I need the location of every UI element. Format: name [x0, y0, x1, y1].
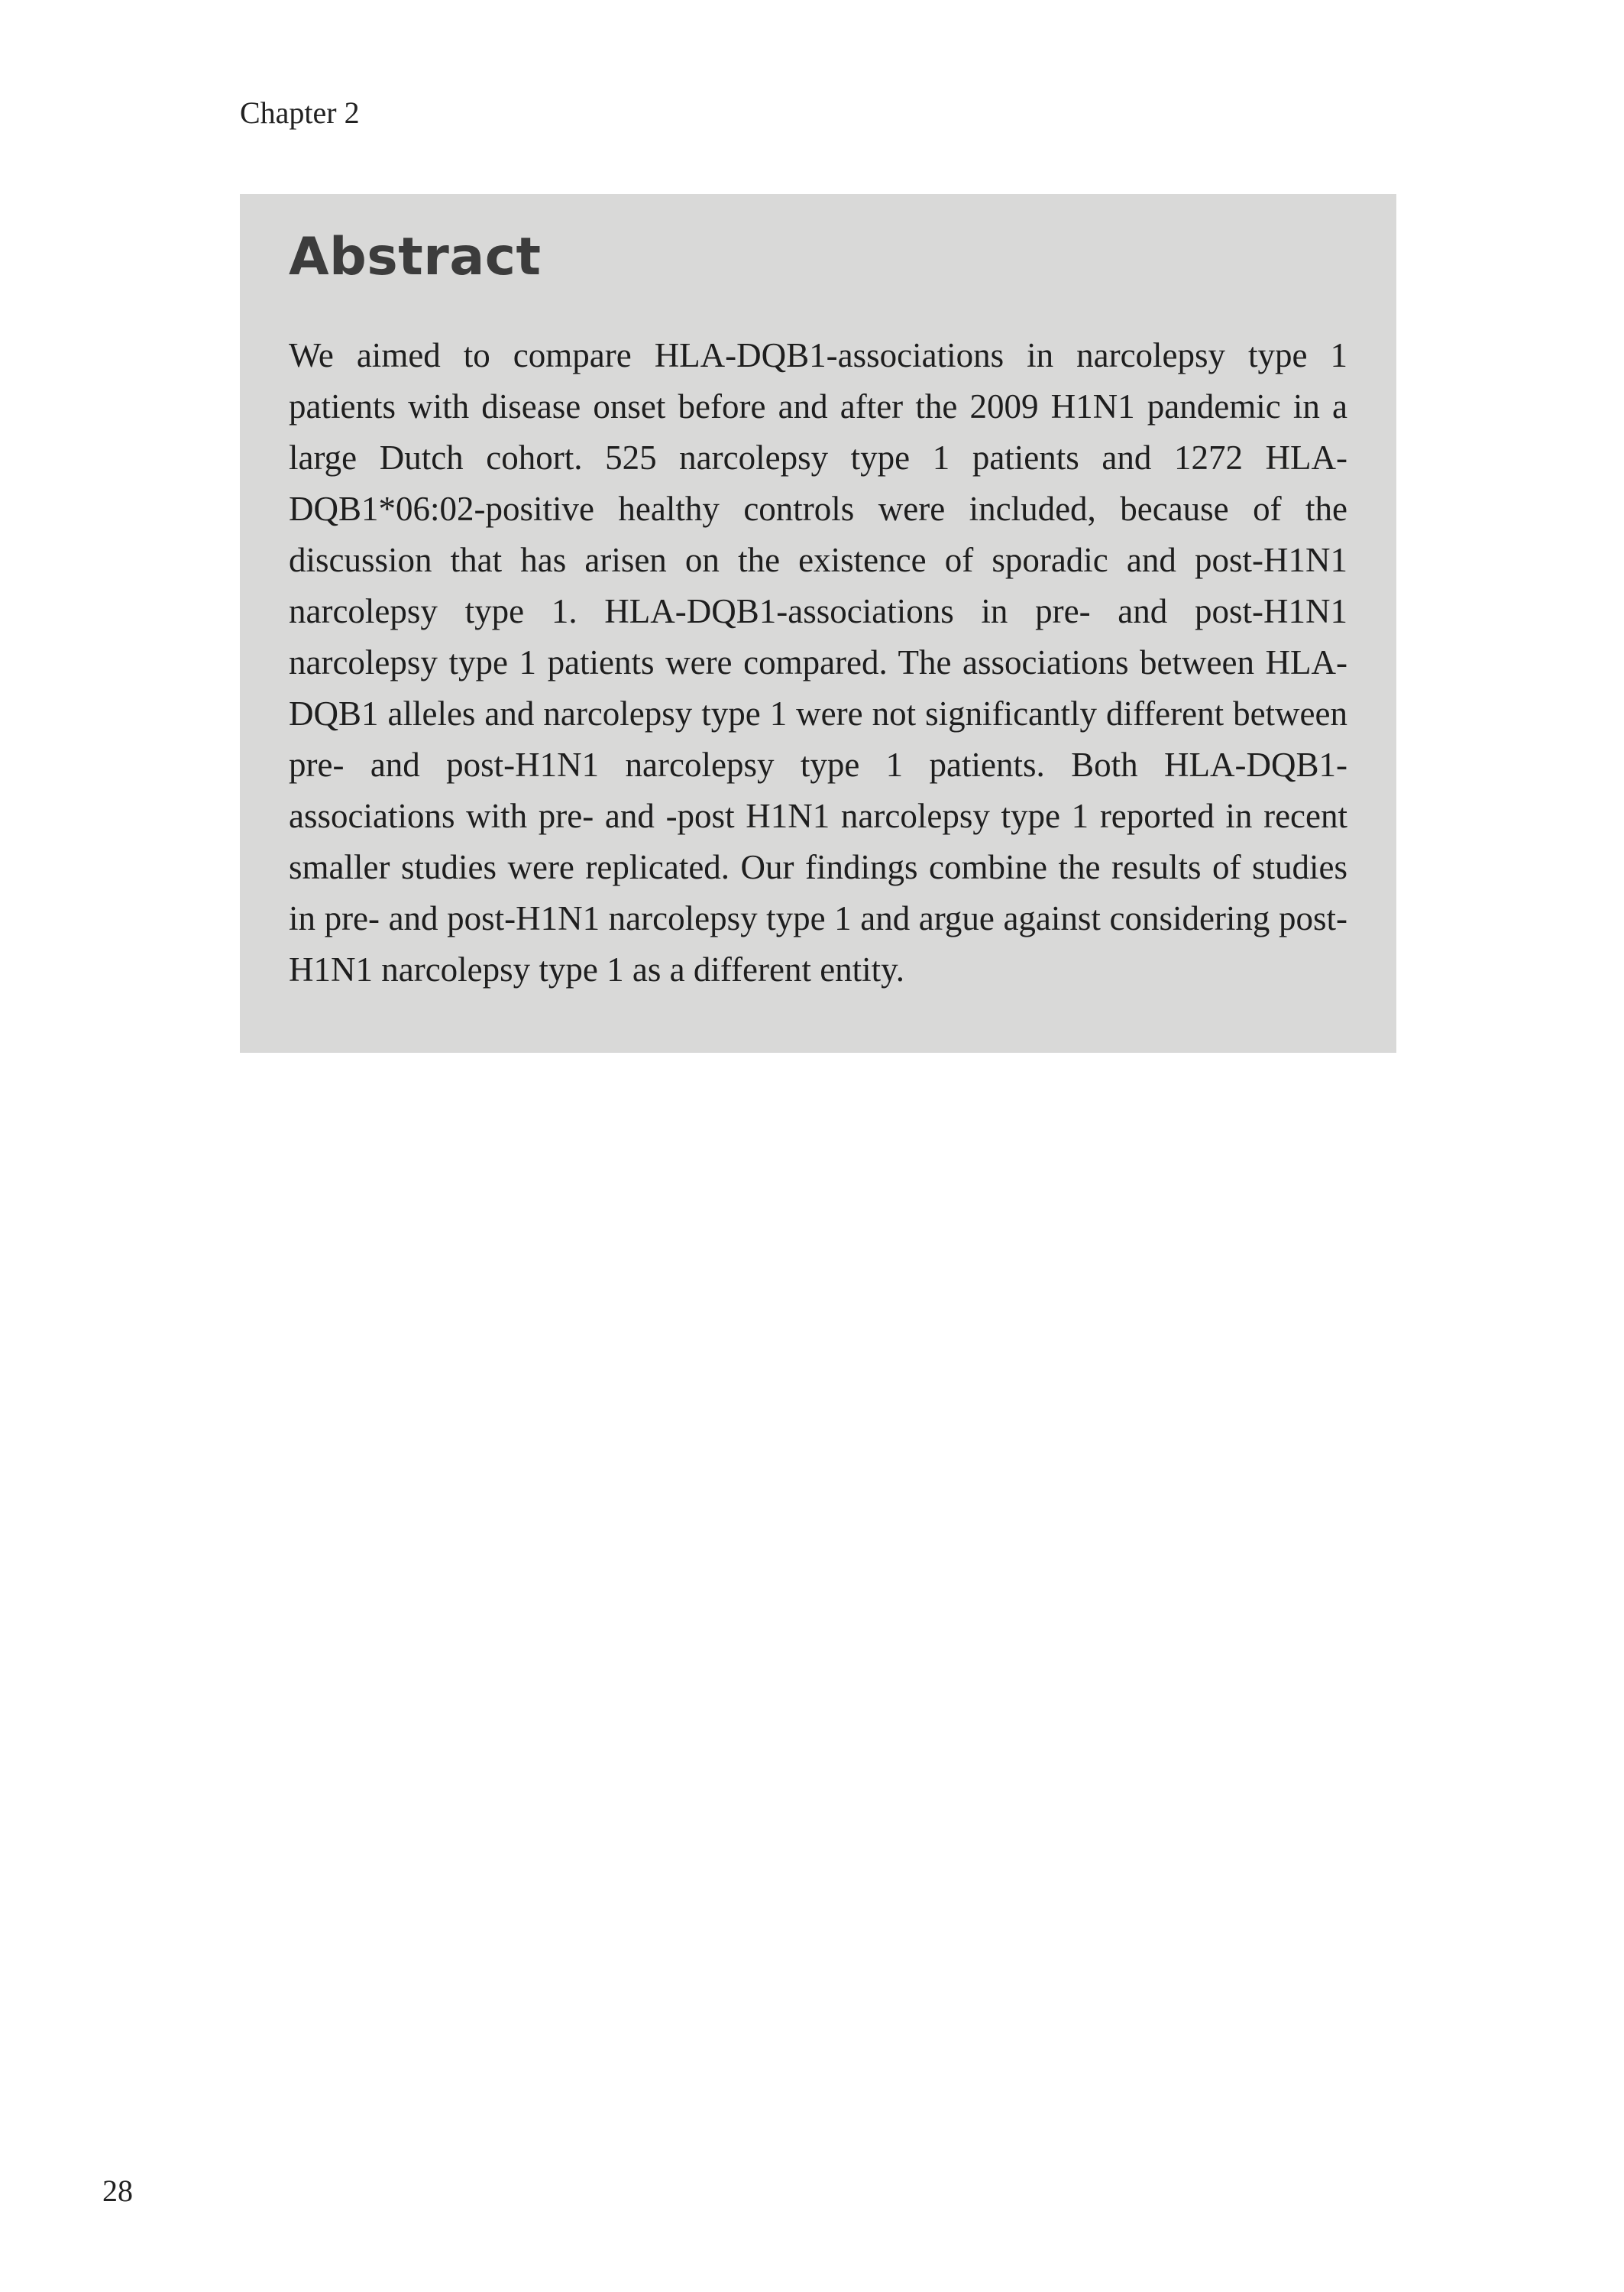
abstract-heading: Abstract — [289, 227, 542, 287]
abstract-box — [240, 194, 1396, 1053]
abstract-body: We aimed to compare HLA-DQB1-associations in narcolepsy type 1 patients with disease onset before and after the 2009 H1N1 pandemic in a large Dutch cohort. 525 narcolepsy type 1 patients and 1272 HLA-DQB1*06:02-positive healthy controls were included, because of the discussion that has arisen on the existence of sporadic and post-H1N1 narcolepsy type 1. HLA-DQB1-associations in pre- and post-H1N1 narcolepsy type 1 patients were compared. The associations between HLA-DQB1 alleles and narcolepsy type 1 were not significantly different between pre- and post-H1N1 narcolepsy type 1 patients. Both HLA-DQB1-associations with pre- and -post H1N1 narcolepsy type 1 reported in recent smaller studies were replicated. Our findings combine the results of studies in pre- and post-H1N1 narcolepsy type 1 and argue against considering post-H1N1 narcolepsy type 1 as a different entity. — [289, 336, 1347, 989]
page-number: 28 — [102, 2174, 133, 2208]
running-header: Chapter 2 — [240, 96, 360, 130]
